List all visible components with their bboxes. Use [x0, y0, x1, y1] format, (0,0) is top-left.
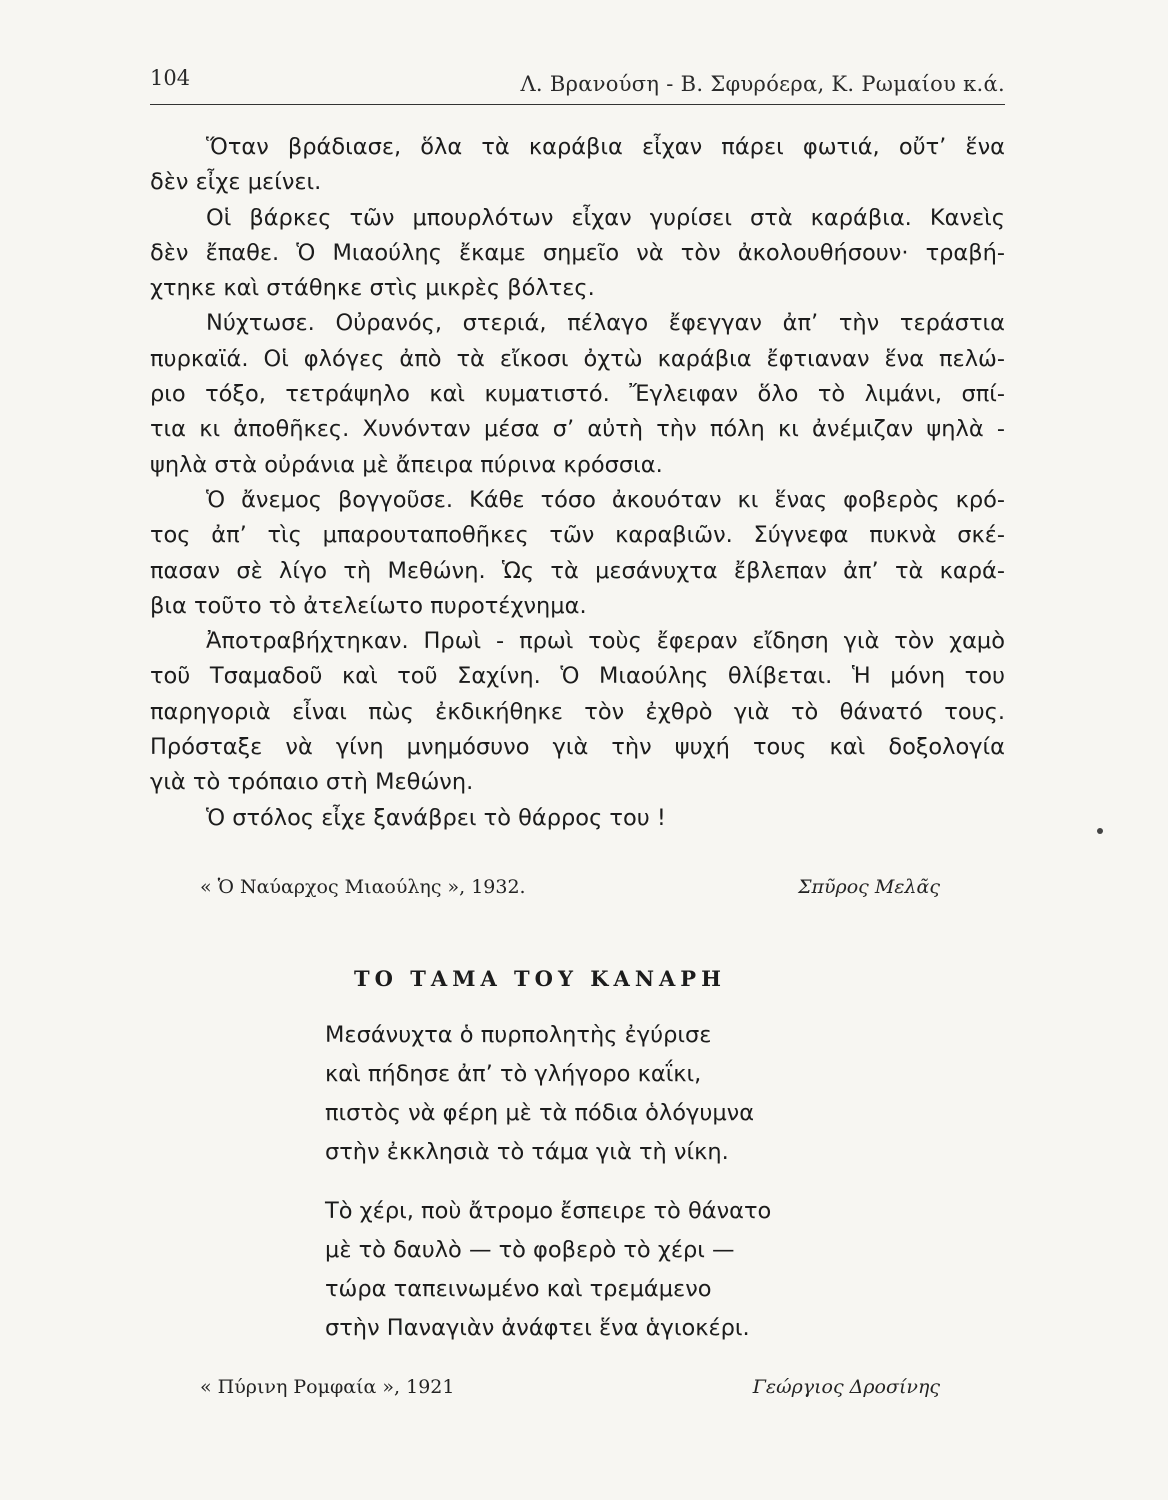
prose-passage: [150, 130, 1005, 836]
poem-line: πιστὸς νὰ φέρη μὲ τὰ πόδια ὁλόγυμνα: [325, 1100, 755, 1126]
poem-line: μὲ τὸ δαυλὸ — τὸ φοβερὸ τὸ χέρι —: [325, 1237, 735, 1263]
prose-line: Ἀποτραβήχτηκαν. Πρωὶ - πρωὶ τοὺς ἔφεραν εἴδηση γιὰ τὸν χαμὸ: [206, 628, 1005, 655]
prose-line: ψηλὰ στὰ οὐράνια μὲ ἄπειρα πύρινα κρόσσια.: [150, 451, 663, 478]
prose-line: τοῦ Τσαμαδοῦ καὶ τοῦ Σαχίνη. Ὁ Μιαούλης θλίβεται. Ἡ μόνη του: [150, 663, 1005, 690]
running-title: Λ. Βρανούση - Β. Σφυρόερα, Κ. Ρωμαίου κ.ά.: [520, 72, 1005, 96]
prose-line: Νύχτωσε. Οὐρανός, στεριά, πέλαγο ἔφεγγαν ἀπ’ τὴν τεράστια: [206, 310, 1005, 337]
prose-line: Ὁ στόλος εἶχε ξανάβρει τὸ θάρρος του !: [206, 804, 666, 831]
poem-stanza-1: [325, 1016, 885, 1172]
prose-line: ριο τόξο, τετράψηλο καὶ κυματιστό. Ἔγλειφαν ὅλο τὸ λιμάνι, σπί-: [150, 381, 1005, 408]
page-number: 104: [150, 66, 191, 90]
running-header: [150, 66, 1005, 106]
prose-line: βια τοῦτο τὸ ἀτελείωτο πυροτέχνημα.: [150, 592, 587, 619]
header-rule: [150, 104, 1005, 105]
poem-title: ΤΟ ΤΑΜΑ ΤΟΥ ΚΑΝΑΡΗ: [354, 966, 726, 991]
prose-line: τος ἀπ’ τὶς μπαρουταποθῆκες τῶν καραβιῶν. Σύγνεφα πυκνὰ σκέ-: [150, 522, 1005, 549]
poem-line: καὶ πήδησε ἀπ’ τὸ γλήγορο καΐκι,: [325, 1061, 702, 1087]
source-citation-1: [170, 876, 940, 906]
prose-line: Ὁ ἄνεμος βογγοῦσε. Κάθε τόσο ἀκουόταν κι ἕνας φοβερὸς κρό-: [206, 486, 1005, 513]
prose-line: τια κι ἀποθῆκες. Χυνόνταν μέσα σ’ αὐτὴ τὴν πόλη κι ἀνέμιζαν ψηλὰ -: [150, 416, 1005, 443]
prose-line: πασαν σὲ λίγο τὴ Μεθώνη. Ὡς τὰ μεσάνυχτα ἔβλεπαν ἀπ’ τὰ καρά-: [150, 557, 1005, 584]
prose-line: δὲν εἶχε μείνει.: [150, 169, 322, 196]
poem-line: Μεσάνυχτα ὁ πυρπολητὴς ἐγύρισε: [325, 1022, 712, 1048]
prose-line: παρηγοριὰ εἶναι πὼς ἐκδικήθηκε τὸν ἐχθρὸ γιὰ τὸ θάνατό τους.: [150, 698, 1005, 725]
source-author: Γεώργιος Δροσίνης: [752, 1376, 940, 1398]
ink-speck: [1097, 828, 1103, 834]
source-citation-2: [170, 1376, 940, 1406]
prose-line: Οἱ βάρκες τῶν μπουρλότων εἶχαν γυρίσει στὰ καράβια. Κανεὶς: [206, 204, 1005, 231]
prose-line: γιὰ τὸ τρόπαιο στὴ Μεθώνη.: [150, 769, 474, 796]
prose-line: Πρόσταξε νὰ γίνη μνημόσυνο γιὰ τὴν ψυχή τους καὶ δοξολογία: [150, 734, 1005, 761]
poem-line: στὴν Παναγιὰν ἀνάφτει ἕνα ἁγιοκέρι.: [325, 1315, 750, 1341]
source-author: Σπῦρος Μελᾶς: [798, 876, 940, 898]
poem-line: στὴν ἐκκλησιὰ τὸ τάμα γιὰ τὴ νίκη.: [325, 1139, 729, 1165]
source-title: « Ὁ Ναύαρχος Μιαούλης », 1932.: [200, 876, 526, 898]
prose-line: χτηκε καὶ στάθηκε στὶς μικρὲς βόλτες.: [150, 275, 595, 302]
prose-line: δὲν ἔπαθε. Ὁ Μιαούλης ἔκαμε σημεῖο νὰ τὸν ἀκολουθήσουν· τραβή-: [150, 239, 1005, 266]
poem-line: τώρα ταπεινωμένο καὶ τρεμάμενο: [325, 1276, 712, 1302]
poem-line: Τὸ χέρι, ποὺ ἄτρομο ἔσπειρε τὸ θάνατο: [325, 1198, 772, 1224]
prose-line: πυρκαϊά. Οἱ φλόγες ἀπὸ τὰ εἴκοσι ὀχτὼ καράβια ἔφτιαναν ἕνα πελώ-: [150, 345, 1005, 372]
source-title: « Πύρινη Ρομφαία », 1921: [200, 1376, 455, 1398]
poem-stanza-2: [325, 1192, 885, 1348]
prose-line: Ὅταν βράδιασε, ὅλα τὰ καράβια εἶχαν πάρει φωτιά, οὔτ’ ἕνα: [206, 134, 1005, 160]
